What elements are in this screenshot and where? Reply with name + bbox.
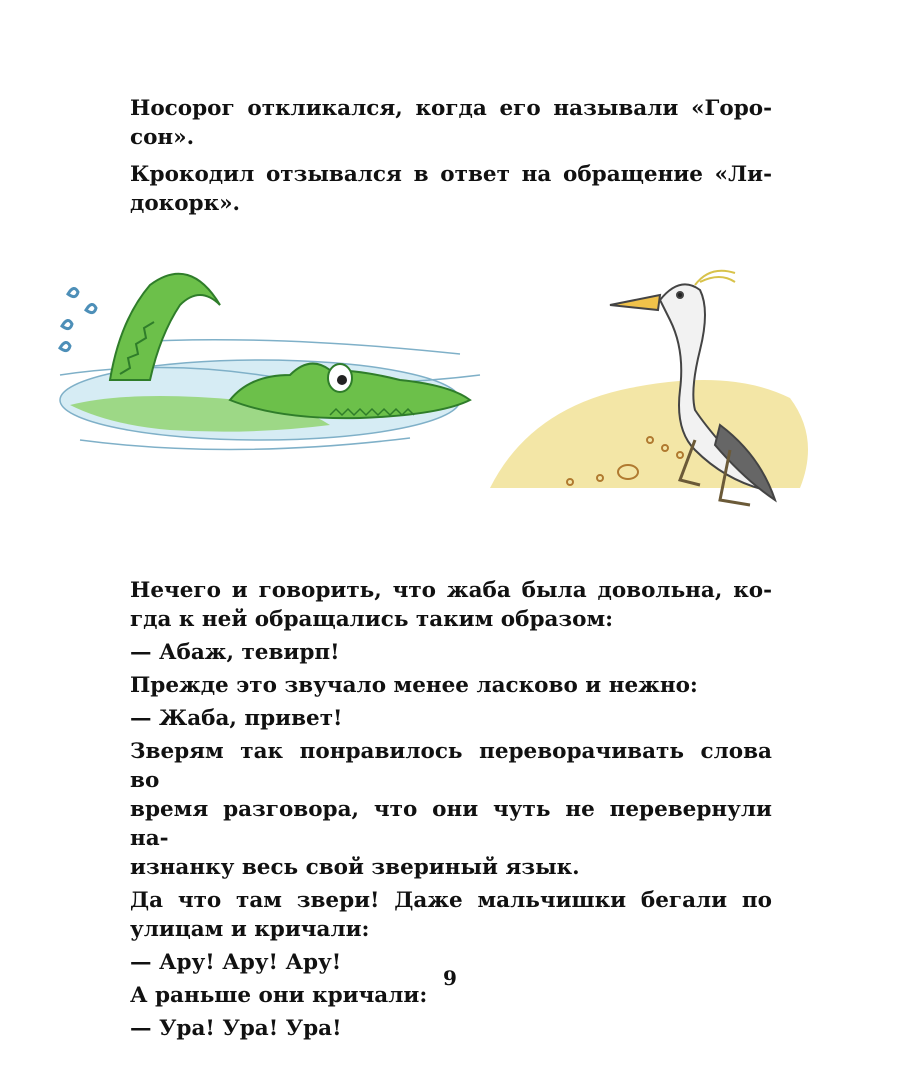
line: изнанку весь свой звериный язык. (130, 855, 580, 880)
line: время разговора, что они чуть не перевернули на- (130, 797, 772, 851)
line: гда к ней обращались таким образом: (130, 607, 614, 632)
line: Зверям так понравилось переворачивать слова во (130, 739, 772, 793)
line: Крокодил отзывался в ответ на обращение «Ли- (130, 162, 772, 187)
water-drops (60, 288, 96, 350)
dialogue-line: — Ару! Ару! Ару! (130, 950, 342, 975)
paragraph: А раньше они кричали: (130, 983, 428, 1008)
dialogue-line: — Абаж, тевирп! (130, 640, 340, 665)
paragraph-animals (130, 737, 772, 882)
paragraph-rhino (130, 94, 772, 152)
dialogue-line: — Жаба, привет! (130, 706, 343, 731)
paragraph-toad (130, 576, 772, 634)
dialogue-line: — Ура! Ура! Ура! (130, 1016, 342, 1041)
line: Да что там звери! Даже мальчишки бегали по (130, 888, 772, 913)
paragraph-crocodile (130, 160, 772, 218)
line: улицам и кричали: (130, 917, 370, 942)
line: докорк». (130, 191, 241, 216)
line: сон». (130, 125, 195, 150)
paragraph-boys (130, 886, 772, 944)
line: Нечего и говорить, что жаба была довольна, ко- (130, 578, 772, 603)
line: Носорог откликался, когда его называли «Горо- (130, 96, 772, 121)
crocodile-and-heron-illustration (40, 250, 820, 520)
paragraph: Прежде это звучало менее ласково и нежно: (130, 673, 698, 698)
page-number: 9 (443, 966, 457, 990)
top-text-block (130, 94, 772, 218)
